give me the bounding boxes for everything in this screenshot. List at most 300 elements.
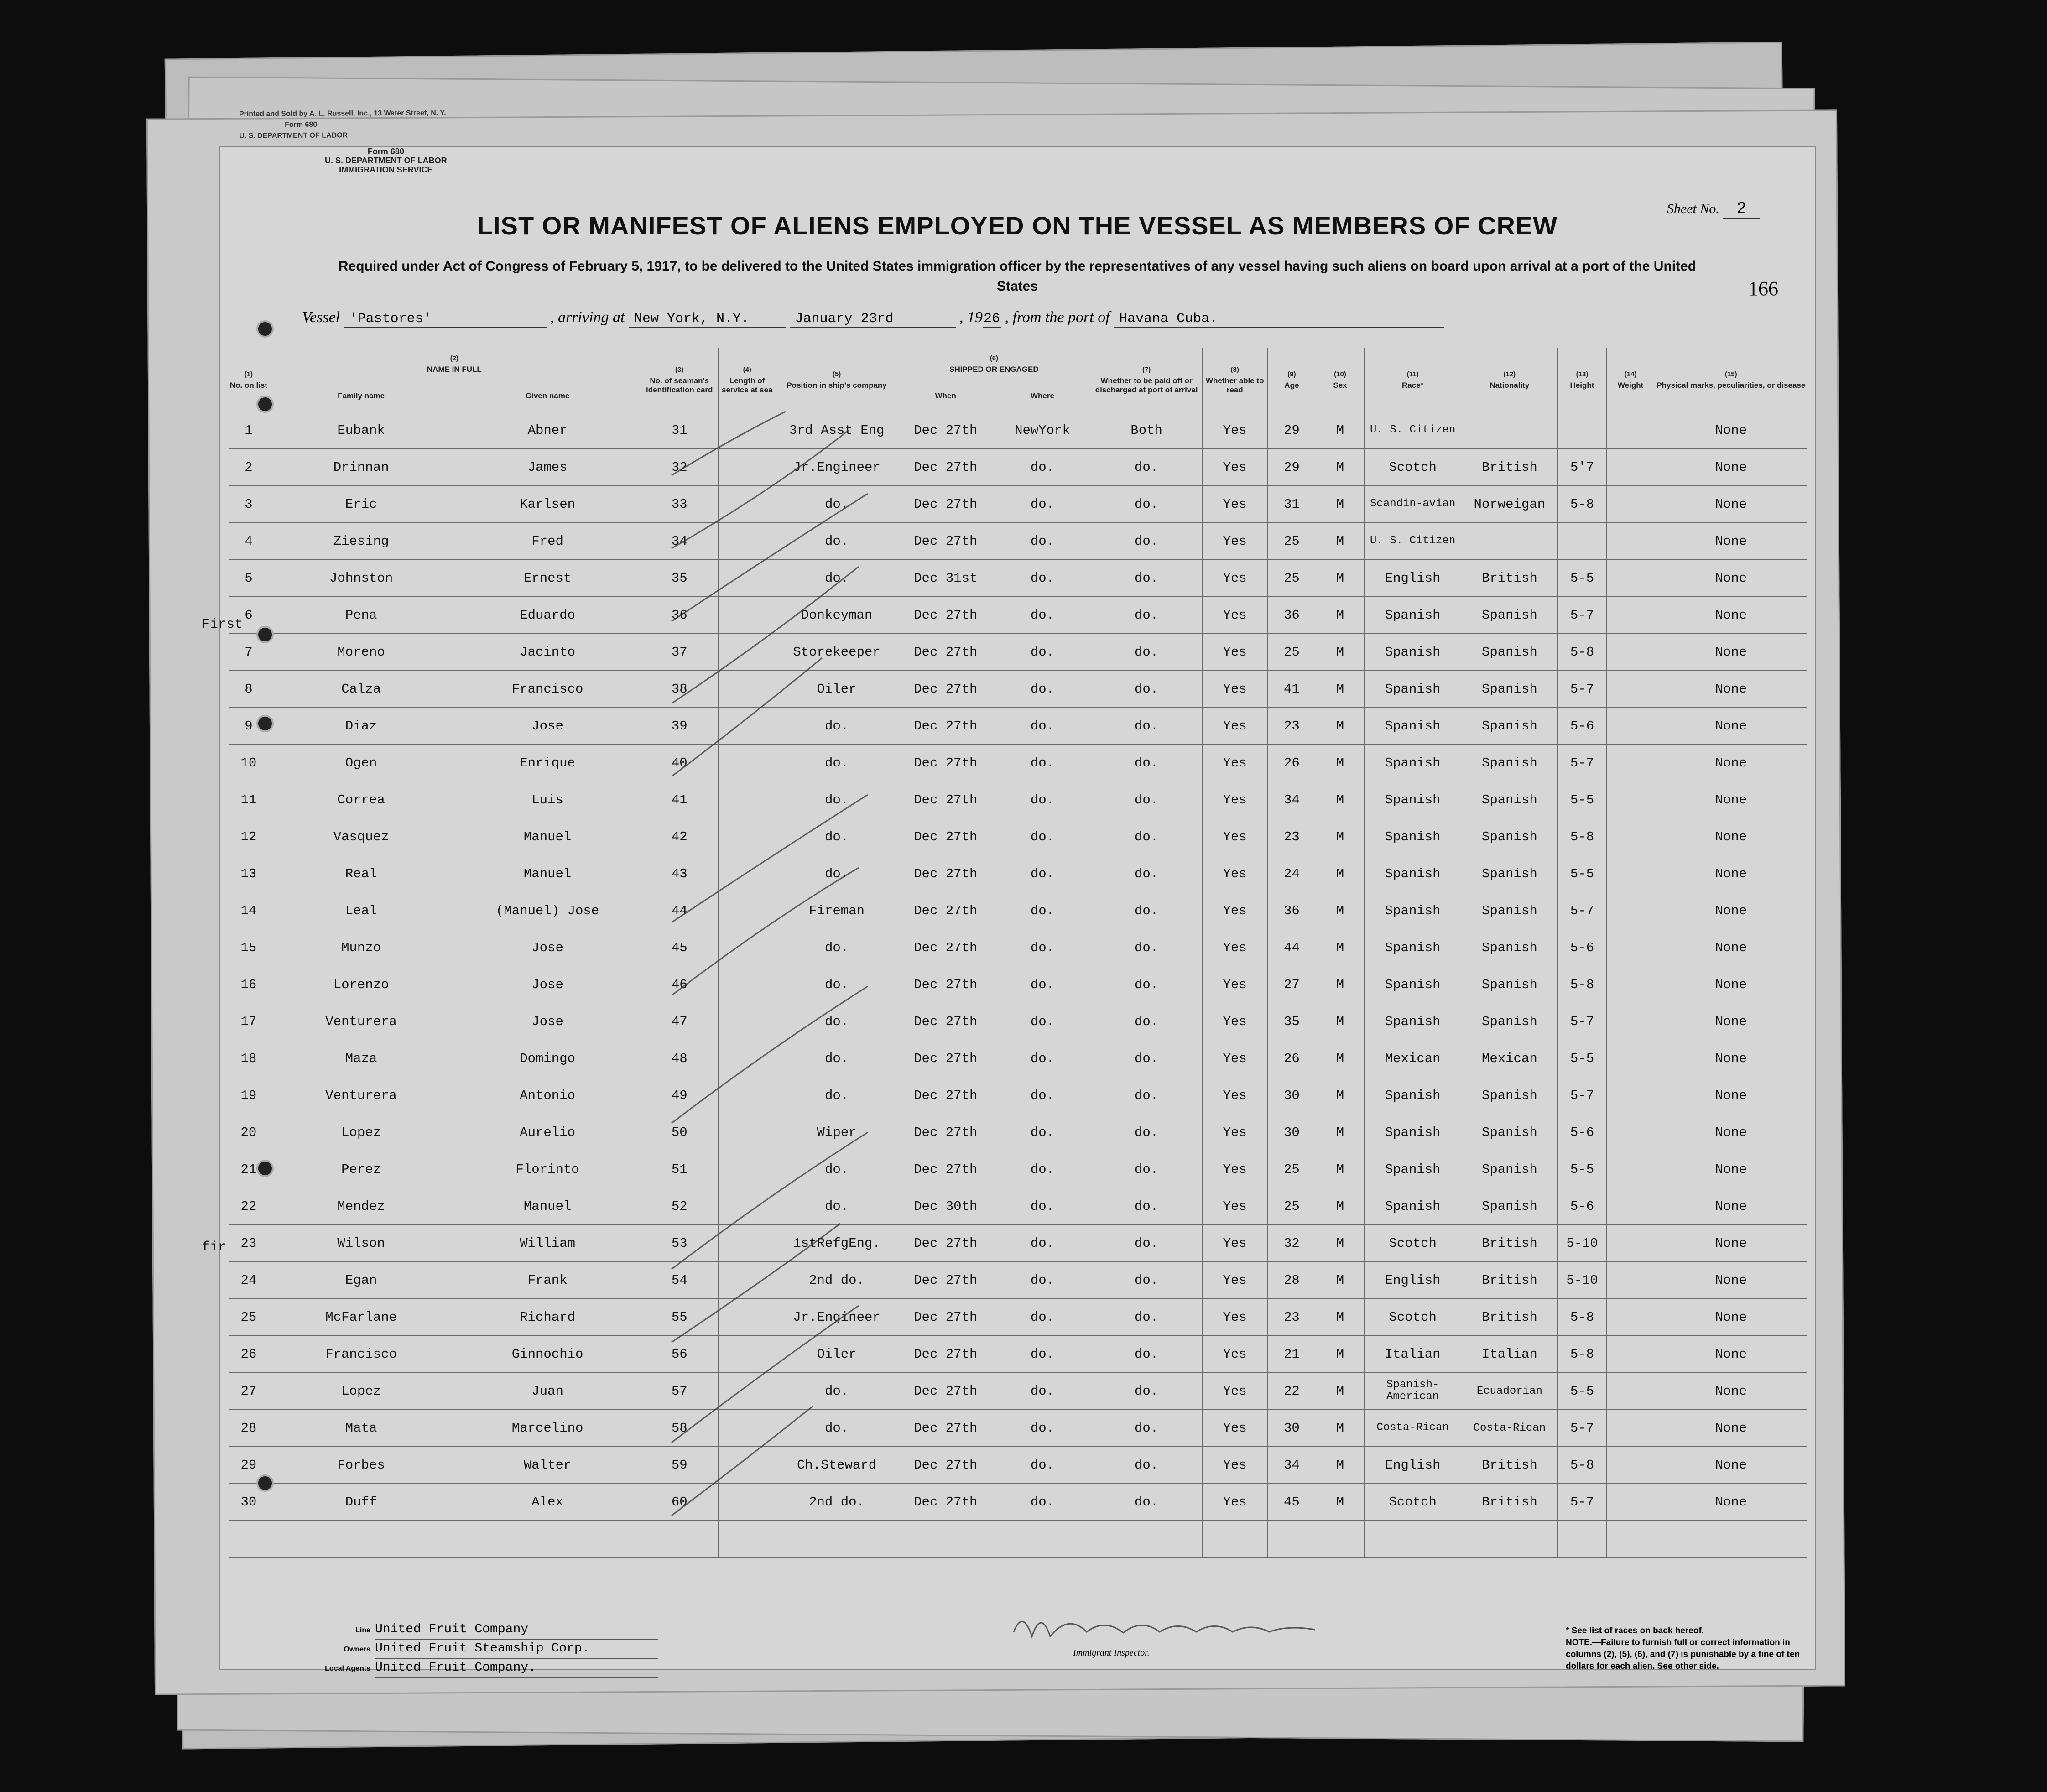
cell-read: Yes xyxy=(1202,597,1267,634)
cell-position: 1stRefgEng. xyxy=(776,1225,897,1262)
cell-height: 5-6 xyxy=(1558,708,1606,745)
cell-given-name: Karlsen xyxy=(454,486,641,523)
cell-sex: M xyxy=(1316,1225,1364,1262)
vessel-line xyxy=(302,309,1762,328)
cell-service xyxy=(718,634,776,671)
cell-paid-off: do. xyxy=(1091,1003,1202,1040)
cell-given-name: Luis xyxy=(454,781,641,818)
cell-service xyxy=(718,412,776,449)
cell-given-name: Abner xyxy=(454,412,641,449)
blank-cell xyxy=(229,1521,268,1558)
cell-given-name: William xyxy=(454,1225,641,1262)
cell-when: Dec 27th xyxy=(897,1003,994,1040)
cell-sex: M xyxy=(1316,966,1364,1003)
page-title: LIST OR MANIFEST OF ALIENS EMPLOYED ON THE VESSEL AS MEMBERS OF CREW xyxy=(477,211,1558,240)
col-header-shipped: (6) SHIPPED OR ENGAGED xyxy=(897,348,1091,380)
cell-paid-off: do. xyxy=(1091,1484,1202,1521)
cell-service xyxy=(718,486,776,523)
cell-where: do. xyxy=(994,449,1091,486)
cell-no: 16 xyxy=(229,966,268,1003)
cell-when: Dec 31st xyxy=(897,560,994,597)
cell-family-name: Lopez xyxy=(268,1373,454,1410)
cell-race: English xyxy=(1365,1262,1461,1299)
cell-no: 4 xyxy=(229,523,268,560)
cell-read: Yes xyxy=(1202,449,1267,486)
cell-no: 27 xyxy=(229,1373,268,1410)
cell-id-card: 43 xyxy=(641,855,718,892)
cell-when: Dec 27th xyxy=(897,892,994,929)
cell-height: 5'7 xyxy=(1558,449,1606,486)
cell-no: 24 xyxy=(229,1262,268,1299)
col-header-race: (11) Race* xyxy=(1365,348,1461,412)
cell-paid-off: do. xyxy=(1091,818,1202,855)
cell-race: Costa-Rican xyxy=(1365,1410,1461,1447)
cell-read: Yes xyxy=(1202,781,1267,818)
col-header-where: Where xyxy=(994,380,1091,412)
cell-weight xyxy=(1606,1262,1655,1299)
cell-no: 18 xyxy=(229,1040,268,1077)
cell-service xyxy=(718,560,776,597)
cell-race: U. S. Citizen xyxy=(1365,523,1461,560)
cell-height: 5-10 xyxy=(1558,1262,1606,1299)
cell-read: Yes xyxy=(1202,523,1267,560)
cell-height: 5-5 xyxy=(1558,1151,1606,1188)
cell-race: English xyxy=(1365,560,1461,597)
cell-marks: None xyxy=(1655,818,1807,855)
cell-read: Yes xyxy=(1202,929,1267,966)
cell-service xyxy=(718,781,776,818)
cell-weight xyxy=(1606,708,1655,745)
cell-weight xyxy=(1606,781,1655,818)
cell-nationality: Spanish xyxy=(1461,1188,1558,1225)
printer-line: Printed and Sold by A. L. Russell, Inc., 13 Water Street, N. Y. xyxy=(239,109,446,118)
cell-given-name: Enrique xyxy=(454,745,641,781)
blank-cell xyxy=(454,1521,641,1558)
cell-marks: None xyxy=(1655,560,1807,597)
cell-nationality: British xyxy=(1461,1299,1558,1336)
cell-sex: M xyxy=(1316,1484,1364,1521)
cell-age: 32 xyxy=(1267,1225,1316,1262)
cell-id-card: 50 xyxy=(641,1114,718,1151)
cell-nationality: Italian xyxy=(1461,1336,1558,1373)
cell-marks: None xyxy=(1655,1373,1807,1410)
cell-paid-off: do. xyxy=(1091,1447,1202,1484)
cell-race: Spanish xyxy=(1365,634,1461,671)
cell-family-name: Egan xyxy=(268,1262,454,1299)
cell-service xyxy=(718,929,776,966)
cell-given-name: Manuel xyxy=(454,855,641,892)
cell-paid-off: do. xyxy=(1091,1336,1202,1373)
cell-race: Scandin-avian xyxy=(1365,486,1461,523)
sheet-value: 2 xyxy=(1723,199,1760,219)
cell-family-name: Wilson xyxy=(268,1225,454,1262)
cell-family-name: Diaz xyxy=(268,708,454,745)
blank-cell xyxy=(1655,1521,1807,1558)
table-row xyxy=(229,523,1807,560)
cell-family-name: Venturera xyxy=(268,1077,454,1114)
table-row xyxy=(229,1188,1807,1225)
cell-service xyxy=(718,1225,776,1262)
cell-nationality: British xyxy=(1461,449,1558,486)
cell-no: 17 xyxy=(229,1003,268,1040)
cell-height: 5-6 xyxy=(1558,1114,1606,1151)
cell-id-card: 60 xyxy=(641,1484,718,1521)
cell-paid-off: do. xyxy=(1091,449,1202,486)
cell-id-card: 44 xyxy=(641,892,718,929)
cell-age: 36 xyxy=(1267,892,1316,929)
cell-nationality: Spanish xyxy=(1461,929,1558,966)
cell-age: 25 xyxy=(1267,523,1316,560)
cell-position: Donkeyman xyxy=(776,597,897,634)
col-header-id-card: (3) No. of seaman's identification card xyxy=(641,348,718,412)
cell-where: do. xyxy=(994,1410,1091,1447)
cell-position: do. xyxy=(776,855,897,892)
blank-cell xyxy=(1202,1521,1267,1558)
cell-sex: M xyxy=(1316,412,1364,449)
cell-height: 5-7 xyxy=(1558,745,1606,781)
cell-height: 5-8 xyxy=(1558,1336,1606,1373)
cell-service xyxy=(718,745,776,781)
cell-read: Yes xyxy=(1202,1262,1267,1299)
cell-nationality xyxy=(1461,412,1558,449)
col-header-nationality: (12) Nationality xyxy=(1461,348,1558,412)
cell-no: 9 xyxy=(229,708,268,745)
cell-race: Spanish xyxy=(1365,855,1461,892)
cell-race: Spanish xyxy=(1365,1003,1461,1040)
cell-age: 22 xyxy=(1267,1373,1316,1410)
cell-nationality: British xyxy=(1461,1262,1558,1299)
cell-no: 14 xyxy=(229,892,268,929)
agents-row: Local Agents United Fruit Company. xyxy=(307,1659,658,1678)
cell-no: 10 xyxy=(229,745,268,781)
cell-service xyxy=(718,597,776,634)
page-subtitle: Required under Act of Congress of February 5, 1917, to be delivered to the United States immigration officer by the representatives of any vessel having such aliens on board upon arrival at a port of the United States xyxy=(338,259,1697,294)
owners-row: Owners United Fruit Steamship Corp. xyxy=(307,1640,658,1659)
cell-no: 26 xyxy=(229,1336,268,1373)
table-row xyxy=(229,1151,1807,1188)
cell-height: 5-5 xyxy=(1558,1040,1606,1077)
cell-paid-off: do. xyxy=(1091,597,1202,634)
cell-race: U. S. Citizen xyxy=(1365,412,1461,449)
cell-marks: None xyxy=(1655,855,1807,892)
owners-value: United Fruit Steamship Corp. xyxy=(375,1640,658,1659)
manifest-page xyxy=(202,146,1816,1675)
arrival-port: New York, N.Y. xyxy=(629,311,786,328)
cell-weight xyxy=(1606,597,1655,634)
cell-family-name: Duff xyxy=(268,1484,454,1521)
cell-sex: M xyxy=(1316,818,1364,855)
cell-id-card: 41 xyxy=(641,781,718,818)
cell-read: Yes xyxy=(1202,560,1267,597)
cell-no: 3 xyxy=(229,486,268,523)
col-header-when: When xyxy=(897,380,994,412)
cell-height: 5-7 xyxy=(1558,671,1606,708)
cell-age: 21 xyxy=(1267,1336,1316,1373)
table-row xyxy=(229,1262,1807,1299)
cell-when: Dec 27th xyxy=(897,1373,994,1410)
cell-weight xyxy=(1606,929,1655,966)
cell-age: 25 xyxy=(1267,560,1316,597)
cell-weight xyxy=(1606,745,1655,781)
cell-height: 5-8 xyxy=(1558,966,1606,1003)
cell-given-name: Jose xyxy=(454,929,641,966)
cell-race: Spanish xyxy=(1365,1114,1461,1151)
cell-read: Yes xyxy=(1202,671,1267,708)
cell-weight xyxy=(1606,1003,1655,1040)
cell-paid-off: do. xyxy=(1091,1299,1202,1336)
footer xyxy=(307,1620,658,1678)
cell-id-card: 42 xyxy=(641,818,718,855)
cell-service xyxy=(718,1336,776,1373)
cell-race: English xyxy=(1365,1447,1461,1484)
cell-service xyxy=(718,1114,776,1151)
cell-paid-off: do. xyxy=(1091,1114,1202,1151)
cell-service xyxy=(718,1262,776,1299)
crew-manifest-table xyxy=(229,348,1807,1558)
col-header-position: (5) Position in ship's company xyxy=(776,348,897,412)
cell-position: Fireman xyxy=(776,892,897,929)
footnote-races: * See list of races on back hereof. xyxy=(1566,1626,1704,1636)
cell-where: do. xyxy=(994,1225,1091,1262)
binder-hole xyxy=(256,396,274,413)
cell-marks: None xyxy=(1655,966,1807,1003)
cell-position: do. xyxy=(776,929,897,966)
cell-nationality: Spanish xyxy=(1461,1077,1558,1114)
margin-note: First xyxy=(202,617,243,632)
vessel-label: Vessel xyxy=(302,309,340,326)
cell-when: Dec 27th xyxy=(897,1410,994,1447)
departure-port: Havana Cuba. xyxy=(1114,311,1444,328)
cell-paid-off: Both xyxy=(1091,412,1202,449)
cell-weight xyxy=(1606,818,1655,855)
cell-read: Yes xyxy=(1202,1336,1267,1373)
blank-cell xyxy=(641,1521,718,1558)
cell-no: 12 xyxy=(229,818,268,855)
cell-paid-off: do. xyxy=(1091,671,1202,708)
cell-paid-off: do. xyxy=(1091,966,1202,1003)
cell-id-card: 38 xyxy=(641,671,718,708)
cell-read: Yes xyxy=(1202,855,1267,892)
cell-service xyxy=(718,1373,776,1410)
cell-no: 28 xyxy=(229,1410,268,1447)
cell-sex: M xyxy=(1316,1151,1364,1188)
cell-service xyxy=(718,523,776,560)
cell-weight xyxy=(1606,1151,1655,1188)
cell-nationality: Spanish xyxy=(1461,966,1558,1003)
cell-position: do. xyxy=(776,745,897,781)
cell-service xyxy=(718,966,776,1003)
table-row xyxy=(229,1040,1807,1077)
cell-given-name: Florinto xyxy=(454,1151,641,1188)
cell-nationality: Spanish xyxy=(1461,892,1558,929)
cell-nationality: British xyxy=(1461,1484,1558,1521)
cell-paid-off: do. xyxy=(1091,745,1202,781)
cell-family-name: Eric xyxy=(268,486,454,523)
cell-family-name: Lopez xyxy=(268,1114,454,1151)
cell-given-name: Antonio xyxy=(454,1077,641,1114)
cell-family-name: Maza xyxy=(268,1040,454,1077)
cell-read: Yes xyxy=(1202,1188,1267,1225)
cell-nationality: Spanish xyxy=(1461,745,1558,781)
cell-when: Dec 27th xyxy=(897,1299,994,1336)
cell-marks: None xyxy=(1655,1447,1807,1484)
cell-when: Dec 27th xyxy=(897,781,994,818)
cell-nationality: Spanish xyxy=(1461,597,1558,634)
cell-family-name: Ogen xyxy=(268,745,454,781)
cell-weight xyxy=(1606,1040,1655,1077)
cell-paid-off: do. xyxy=(1091,892,1202,929)
cell-height: 5-5 xyxy=(1558,560,1606,597)
cell-age: 23 xyxy=(1267,708,1316,745)
cell-position: do. xyxy=(776,818,897,855)
table-row xyxy=(229,486,1807,523)
col-header-sex: (10) Sex xyxy=(1316,348,1364,412)
cell-id-card: 35 xyxy=(641,560,718,597)
cell-id-card: 45 xyxy=(641,929,718,966)
cell-read: Yes xyxy=(1202,1151,1267,1188)
cell-position: 2nd do. xyxy=(776,1262,897,1299)
cell-no: 23 xyxy=(229,1225,268,1262)
cell-age: 28 xyxy=(1267,1262,1316,1299)
table-row xyxy=(229,449,1807,486)
cell-race: Spanish xyxy=(1365,1151,1461,1188)
table-row xyxy=(229,1484,1807,1521)
col-header-paid-off: (7) Whether to be paid off or discharged at port of arrival xyxy=(1091,348,1202,412)
cell-height: 5-5 xyxy=(1558,855,1606,892)
cell-family-name: Mendez xyxy=(268,1188,454,1225)
cell-service xyxy=(718,855,776,892)
cell-height: 5-8 xyxy=(1558,486,1606,523)
blank-cell xyxy=(897,1521,994,1558)
cell-when: Dec 30th xyxy=(897,1188,994,1225)
year-label: , 19 xyxy=(959,309,983,326)
cell-position: Oiler xyxy=(776,671,897,708)
cell-weight xyxy=(1606,560,1655,597)
cell-race: Spanish xyxy=(1365,781,1461,818)
cell-id-card: 59 xyxy=(641,1447,718,1484)
cell-sex: M xyxy=(1316,671,1364,708)
cell-height: 5-8 xyxy=(1558,1299,1606,1336)
blank-cell xyxy=(1365,1521,1461,1558)
cell-age: 31 xyxy=(1267,486,1316,523)
cell-family-name: Ziesing xyxy=(268,523,454,560)
blank-cell xyxy=(1461,1521,1558,1558)
cell-given-name: Fred xyxy=(454,523,641,560)
cell-sex: M xyxy=(1316,1077,1364,1114)
cell-age: 44 xyxy=(1267,929,1316,966)
cell-where: do. xyxy=(994,1336,1091,1373)
table-row xyxy=(229,1003,1807,1040)
cell-read: Yes xyxy=(1202,1410,1267,1447)
col-header-marks: (15) Physical marks, peculiarities, or disease xyxy=(1655,348,1807,412)
cell-race: Italian xyxy=(1365,1336,1461,1373)
cell-sex: M xyxy=(1316,1336,1364,1373)
cell-marks: None xyxy=(1655,708,1807,745)
cell-age: 29 xyxy=(1267,449,1316,486)
cell-given-name: Domingo xyxy=(454,1040,641,1077)
cell-sex: M xyxy=(1316,929,1364,966)
cell-no: 15 xyxy=(229,929,268,966)
cell-position: do. xyxy=(776,1151,897,1188)
table-row xyxy=(229,1225,1807,1262)
cell-sex: M xyxy=(1316,1373,1364,1410)
cell-sex: M xyxy=(1316,1299,1364,1336)
cell-read: Yes xyxy=(1202,1299,1267,1336)
cell-age: 25 xyxy=(1267,1188,1316,1225)
cell-read: Yes xyxy=(1202,745,1267,781)
blank-cell xyxy=(718,1521,776,1558)
cell-given-name: Manuel xyxy=(454,1188,641,1225)
cell-marks: None xyxy=(1655,929,1807,966)
cell-race: Spanish xyxy=(1365,745,1461,781)
cell-paid-off: do. xyxy=(1091,1373,1202,1410)
background-form-line: Form 680 xyxy=(285,120,318,129)
cell-sex: M xyxy=(1316,855,1364,892)
cell-given-name: Ernest xyxy=(454,560,641,597)
cell-family-name: Calza xyxy=(268,671,454,708)
arrival-date: January 23rd xyxy=(790,311,956,328)
cell-where: do. xyxy=(994,560,1091,597)
cell-nationality: Spanish xyxy=(1461,1114,1558,1151)
cell-height: 5-7 xyxy=(1558,892,1606,929)
cell-weight xyxy=(1606,523,1655,560)
cell-paid-off: do. xyxy=(1091,1188,1202,1225)
cell-age: 25 xyxy=(1267,634,1316,671)
cell-id-card: 53 xyxy=(641,1225,718,1262)
department-label: U. S. DEPARTMENT OF LABOR xyxy=(325,156,447,165)
blank-cell xyxy=(268,1521,454,1558)
sheet-label: Sheet No. xyxy=(1667,201,1719,216)
cell-service xyxy=(718,1484,776,1521)
cell-paid-off: do. xyxy=(1091,929,1202,966)
cell-marks: None xyxy=(1655,1077,1807,1114)
cell-read: Yes xyxy=(1202,412,1267,449)
cell-given-name: (Manuel) Jose xyxy=(454,892,641,929)
vessel-name: 'Pastores' xyxy=(344,311,547,328)
cell-marks: None xyxy=(1655,1040,1807,1077)
cell-id-card: 57 xyxy=(641,1373,718,1410)
cell-id-card: 36 xyxy=(641,597,718,634)
margin-note: fir xyxy=(202,1240,227,1255)
cell-where: do. xyxy=(994,1040,1091,1077)
cell-weight xyxy=(1606,449,1655,486)
cell-age: 36 xyxy=(1267,597,1316,634)
cell-no: 29 xyxy=(229,1447,268,1484)
cell-family-name: Perez xyxy=(268,1151,454,1188)
cell-family-name: McFarlane xyxy=(268,1299,454,1336)
cell-given-name: Jacinto xyxy=(454,634,641,671)
cell-id-card: 33 xyxy=(641,486,718,523)
cell-no: 11 xyxy=(229,781,268,818)
cell-race: Scotch xyxy=(1365,449,1461,486)
cell-sex: M xyxy=(1316,486,1364,523)
cell-sex: M xyxy=(1316,745,1364,781)
blank-cell xyxy=(1606,1521,1655,1558)
cell-age: 23 xyxy=(1267,1299,1316,1336)
stamp-number: 166 xyxy=(1748,277,1778,300)
cell-nationality: Ecuadorian xyxy=(1461,1373,1558,1410)
cell-age: 30 xyxy=(1267,1410,1316,1447)
cell-nationality: Mexican xyxy=(1461,1040,1558,1077)
cell-position: do. xyxy=(776,486,897,523)
cell-when: Dec 27th xyxy=(897,634,994,671)
cell-height xyxy=(1558,523,1606,560)
cell-where: do. xyxy=(994,1077,1091,1114)
cell-height: 5-10 xyxy=(1558,1225,1606,1262)
cell-sex: M xyxy=(1316,708,1364,745)
cell-where: do. xyxy=(994,1373,1091,1410)
inspector-signature xyxy=(1005,1604,1324,1646)
